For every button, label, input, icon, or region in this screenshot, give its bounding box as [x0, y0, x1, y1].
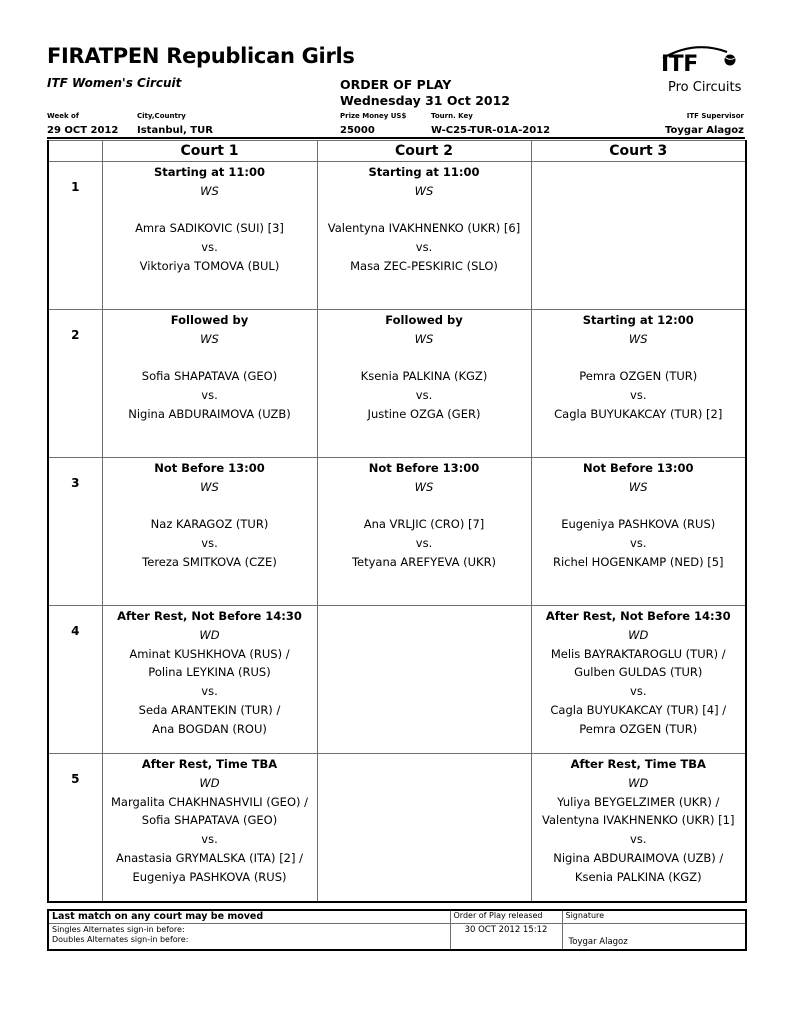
match-time: After Rest, Not Before 14:30	[545, 609, 731, 623]
player-name: Valentyna IVAKHNENKO (UKR) [1]	[542, 813, 735, 828]
footer-row	[48, 910, 746, 923]
player-name: Sofia SHAPATAVA (GEO)	[141, 813, 278, 828]
versus-label: vs.	[201, 536, 218, 551]
logo-itf-text: ITF	[661, 52, 698, 77]
event-code: WS	[200, 183, 219, 198]
match-cell	[102, 162, 317, 310]
released-label: Order of Play released	[450, 910, 562, 923]
player-name: Polina LEYKINA (RUS)	[148, 665, 271, 680]
order-of-play-heading	[340, 77, 510, 109]
spacer	[103, 349, 317, 368]
event-code: WD	[628, 775, 649, 790]
versus-label: vs.	[415, 536, 433, 551]
week-of-label: Week of	[47, 112, 79, 120]
player-name: Cagla BUYUKAKCAY (TUR) [4] /	[550, 702, 727, 717]
singles-alternates-label: Singles Alternates sign-in before:	[52, 924, 185, 934]
versus-label: vs.	[415, 240, 433, 255]
versus-label: vs.	[201, 388, 218, 403]
signature-value: Toygar Alagoz	[562, 923, 746, 950]
event-code: WD	[199, 627, 220, 642]
player-name: Amra SADIKOVIC (SUI) [3]	[135, 221, 284, 236]
match-cell	[531, 310, 746, 458]
player-name: Yuliya BEYGELZIMER (UKR) /	[557, 794, 720, 809]
match-cell	[317, 458, 531, 606]
player-name: Nigina ABDURAIMOVA (UZB)	[128, 406, 291, 421]
round-number: 1	[48, 162, 102, 310]
match-cell	[102, 310, 317, 458]
court-header: Court 1	[102, 141, 317, 162]
player-name: Ana BOGDAN (ROU)	[152, 721, 267, 736]
player-name: Pemra OZGEN (TUR)	[579, 369, 698, 384]
tournament-key-label: Tourn. Key	[431, 112, 473, 120]
prize-money-label: Prize Money US$	[340, 112, 407, 120]
versus-label: vs.	[201, 832, 218, 847]
itf-logo	[655, 42, 755, 100]
player-name: Ana VRLJIC (CRO) [7]	[363, 517, 485, 532]
city-value: Istanbul, TUR	[137, 125, 213, 136]
versus-label: vs.	[415, 388, 433, 403]
match-time: Starting at 11:00	[154, 165, 265, 179]
match-time: Not Before 13:00	[154, 461, 265, 475]
match-cell	[102, 754, 317, 902]
versus-label: vs.	[630, 388, 647, 403]
footer-table	[47, 909, 747, 951]
supervisor-value: Toygar Alagoz	[665, 125, 744, 136]
match-time: After Rest, Not Before 14:30	[117, 609, 302, 623]
player-name: Justine OZGA (GER)	[367, 406, 481, 421]
player-name: Sofia SHAPATAVA (GEO)	[141, 369, 278, 384]
event-code: WS	[200, 479, 219, 494]
match-cell	[531, 458, 746, 606]
city-label: City,Country	[137, 112, 186, 120]
player-name: Margalita CHAKHNASHVILI (GEO) /	[110, 794, 309, 809]
match-cell	[317, 310, 531, 458]
round-row	[48, 754, 746, 902]
player-name: Cagla BUYUKAKCAY (TUR) [2]	[554, 406, 723, 421]
round-number: 5	[48, 754, 102, 902]
tournament-key-value: W-C25-TUR-01A-2012	[431, 125, 551, 136]
versus-label: vs.	[630, 832, 647, 847]
player-name: Viktoriya TOMOVA (BUL)	[139, 258, 280, 273]
spacer	[318, 201, 531, 220]
spacer	[532, 349, 746, 368]
player-name: Eugeniya PASHKOVA (RUS)	[132, 869, 287, 884]
logo-pro-circuits-text: Pro Circuits	[668, 80, 742, 95]
player-name: Ksenia PALKINA (KGZ)	[360, 369, 488, 384]
player-name: Valentyna IVAKHNENKO (UKR) [6]	[327, 221, 521, 236]
prize-money-value: 25000	[340, 125, 375, 136]
supervisor-label: ITF Supervisor	[686, 112, 744, 120]
player-name: Naz KARAGOZ (TUR)	[150, 517, 269, 532]
footer-row	[48, 923, 746, 950]
match-time: Starting at 11:00	[368, 165, 480, 179]
spacer	[318, 349, 531, 368]
event-code: WS	[628, 479, 648, 494]
versus-label: vs.	[201, 240, 218, 255]
match-cell	[531, 606, 746, 754]
match-time: Not Before 13:00	[582, 461, 694, 475]
versus-label: vs.	[630, 536, 647, 551]
round-row	[48, 310, 746, 458]
player-name: Tetyana AREFYEVA (UKR)	[351, 554, 497, 569]
signature-label: Signature	[562, 910, 746, 923]
spacer	[103, 201, 317, 220]
empty-match-cell	[531, 162, 746, 310]
circuit-name: ITF Women's Circuit	[47, 76, 182, 90]
round-row	[48, 162, 746, 310]
court-header: Court 2	[317, 141, 531, 162]
round-number: 3	[48, 458, 102, 606]
match-time: Not Before 13:00	[368, 461, 480, 475]
match-time: After Rest, Time TBA	[570, 757, 706, 771]
round-row	[48, 606, 746, 754]
court-header: Court 3	[531, 141, 746, 162]
player-name: Seda ARANTEKIN (TUR) /	[138, 702, 281, 717]
versus-label: vs.	[201, 684, 218, 699]
versus-label: vs.	[630, 684, 647, 699]
player-name: Gulben GULDAS (TUR)	[574, 665, 703, 680]
header-divider	[47, 137, 745, 139]
player-name: Aminat KUSHKHOVA (RUS) /	[129, 646, 290, 661]
player-name: Anastasia GRYMALSKA (ITA) [2] /	[115, 850, 304, 865]
spacer	[532, 497, 746, 516]
round-column-header	[48, 141, 102, 162]
week-of-value: 29 OCT 2012	[47, 125, 119, 136]
spacer	[103, 497, 317, 516]
play-date: Wednesday 31 Oct 2012	[340, 93, 510, 108]
empty-match-cell	[317, 606, 531, 754]
tennis-ball-icon	[725, 55, 736, 66]
player-name: Melis BAYRAKTAROGLU (TUR) /	[550, 646, 726, 661]
player-name: Eugeniya PASHKOVA (RUS)	[561, 517, 716, 532]
event-code: WS	[414, 479, 434, 494]
player-name: Nigina ABDURAIMOVA (UZB) /	[553, 850, 724, 865]
player-name: Richel HOGENKAMP (NED) [5]	[552, 554, 724, 569]
round-number: 2	[48, 310, 102, 458]
event-code: WS	[414, 183, 434, 198]
player-name: Ksenia PALKINA (KGZ)	[574, 869, 702, 884]
match-cell	[531, 754, 746, 902]
event-code: WD	[628, 627, 649, 642]
event-code: WS	[200, 331, 219, 346]
tournament-title: FIRATPEN Republican Girls	[47, 44, 355, 68]
match-time: Followed by	[170, 313, 249, 327]
match-time: Starting at 12:00	[582, 313, 694, 327]
player-name: Tereza SMITKOVA (CZE)	[142, 554, 277, 569]
court-header-row	[48, 141, 746, 162]
empty-match-cell	[317, 754, 531, 902]
order-of-play-table	[47, 140, 747, 903]
event-code: WD	[199, 775, 220, 790]
player-name: Pemra OZGEN (TUR)	[579, 721, 698, 736]
match-time: After Rest, Time TBA	[141, 757, 278, 771]
doubles-alternates-label: Doubles Alternates sign-in before:	[52, 934, 189, 944]
match-cell	[317, 162, 531, 310]
released-value: 30 OCT 2012 15:12	[450, 923, 562, 950]
player-name: Masa ZEC-PESKIRIC (SLO)	[350, 258, 498, 273]
last-match-note: Last match on any court may be moved	[48, 910, 450, 923]
match-cell	[102, 458, 317, 606]
match-time: Followed by	[385, 313, 463, 327]
event-code: WS	[414, 331, 434, 346]
event-code: WS	[628, 331, 648, 346]
round-row	[48, 458, 746, 606]
spacer	[318, 497, 531, 516]
round-number: 4	[48, 606, 102, 754]
match-cell	[102, 606, 317, 754]
order-of-play-label: ORDER OF PLAY	[340, 77, 452, 92]
